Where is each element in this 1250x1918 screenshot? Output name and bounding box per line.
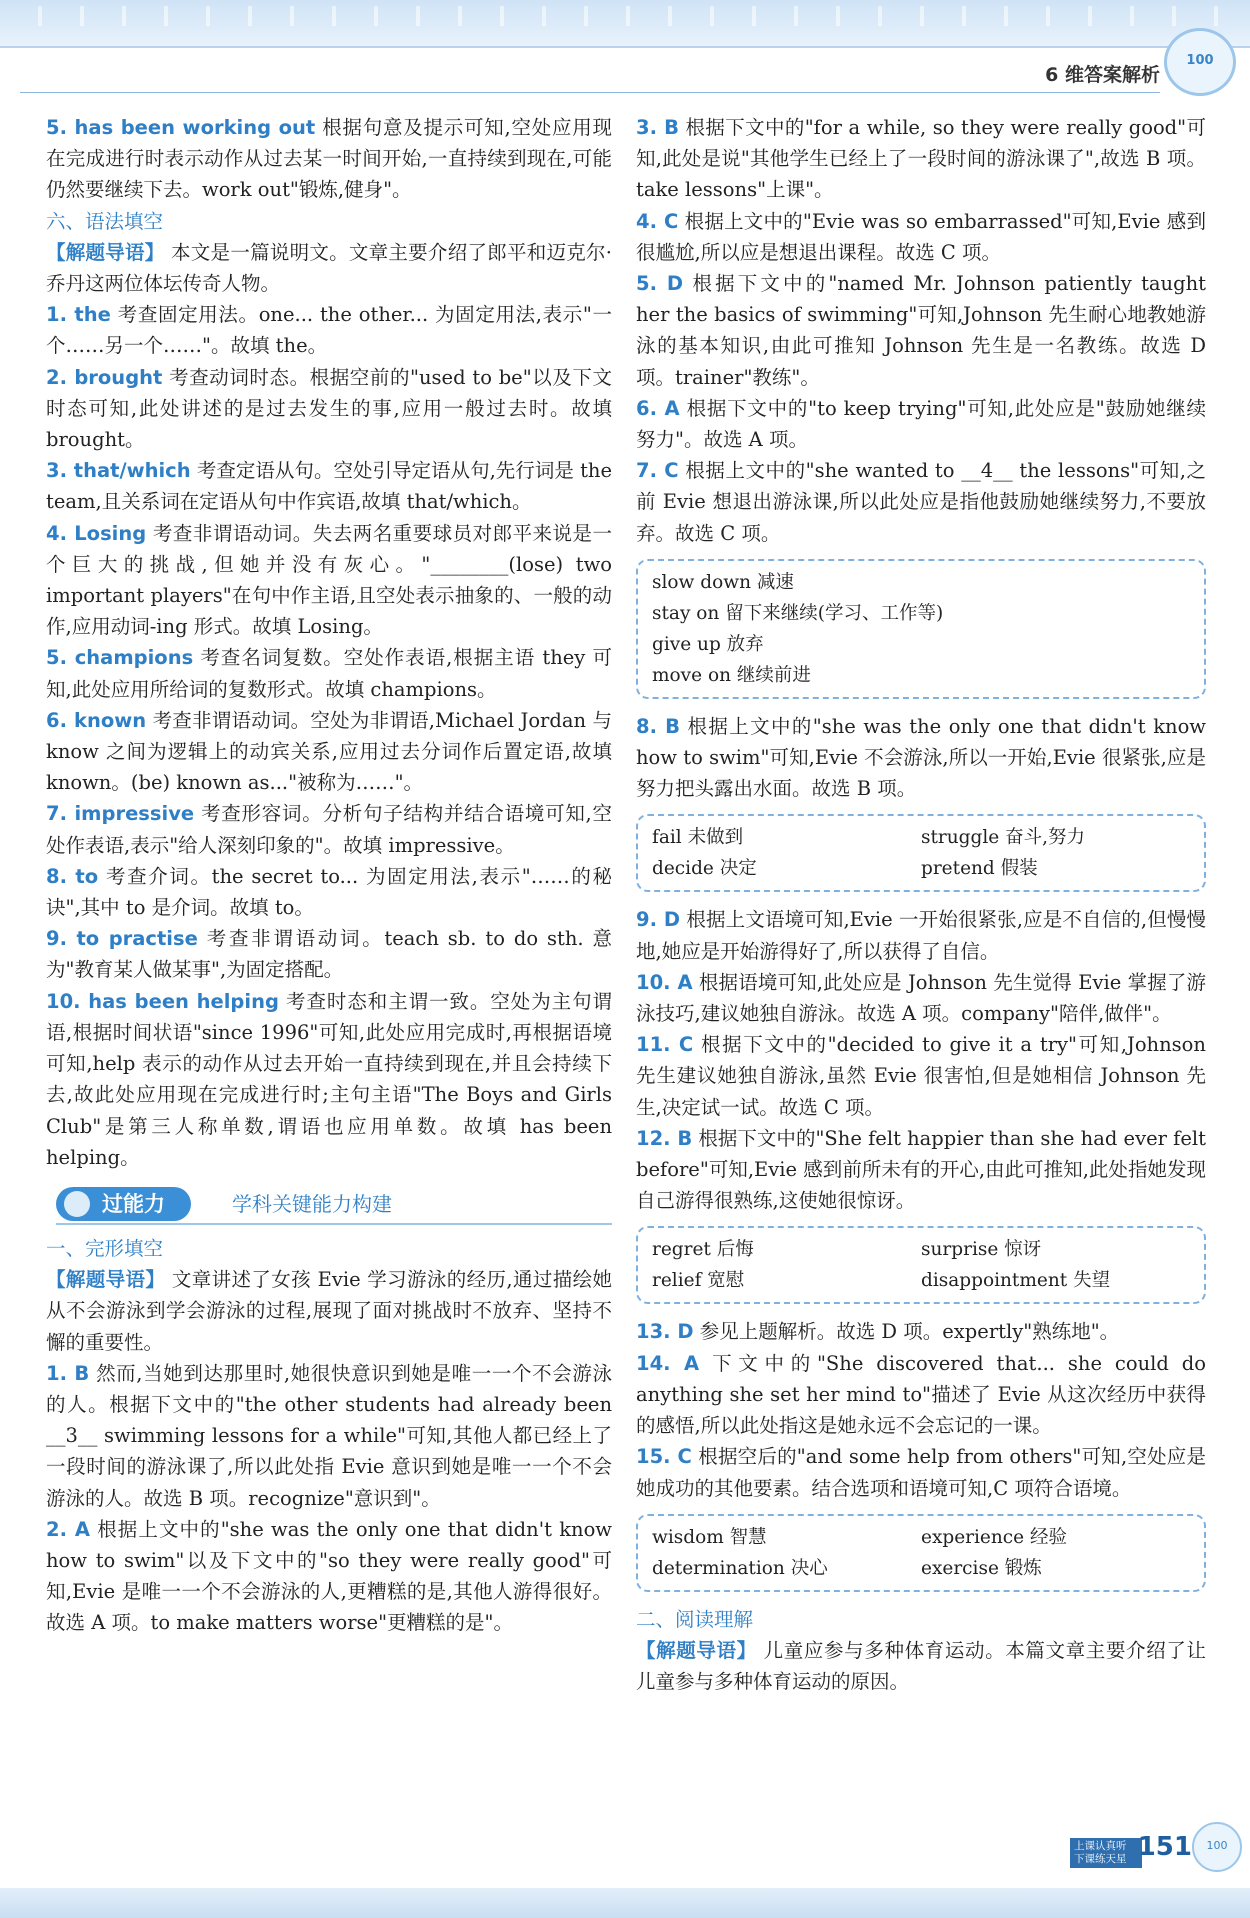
- answer-key: 1. B: [46, 1361, 90, 1385]
- banner-subtitle: 学科关键能力构建: [232, 1191, 392, 1216]
- answer-key: 12. B: [636, 1126, 693, 1150]
- explanation-text: 文章讲述了女孩 Evie 学习游泳的经历,通过描绘她从不会游泳到学会游泳的过程,展现了面对挑战时不放弃、坚持不懈的重要性。: [46, 1268, 612, 1354]
- mascot-badge-icon: 100: [1164, 28, 1236, 96]
- answer-item: [46, 861, 612, 923]
- vocab-entry: move on 继续前进: [652, 664, 811, 686]
- answer-key: 6. A: [636, 396, 680, 420]
- answer-key: 5. D: [636, 272, 684, 296]
- vocab-row: [652, 853, 1190, 884]
- explanation-text: 根据上文中的"she wanted to __4__ the lessons"可知,之前 Evie 想退出游泳课,所以此处应是指他鼓励她继续努力,不要放弃。故选 C 项。: [636, 459, 1206, 545]
- section-heading: 六、语法填空: [46, 209, 164, 233]
- footer-mascot-icon: 100: [1192, 1822, 1242, 1872]
- banner-rule: [56, 1223, 612, 1225]
- answer-item: [46, 798, 612, 860]
- answer-key: 10. A: [636, 970, 693, 994]
- explanation-text: 根据下文中的"named Mr. Johnson patiently taught her the basics of swimming"可知,Johnson 先生耐心地教她游泳的基本知识,由此可推知 Johnson 先生是一名教练。故选 D 项。trainer"教练"。: [636, 272, 1206, 389]
- section-heading: 一、完形填空: [46, 1236, 164, 1260]
- answer-item: [636, 268, 1206, 393]
- guide-paragraph: [46, 237, 612, 299]
- page-number: 151: [1137, 1832, 1192, 1862]
- vocab-row: [652, 660, 1190, 691]
- answer-item: [46, 362, 612, 456]
- answer-item: [636, 112, 1206, 206]
- answer-item: [46, 299, 612, 361]
- section-heading: 二、阅读理解: [636, 1607, 754, 1631]
- explanation-text: 根据上文中的"Evie was so embarrassed"可知,Evie 感到很尴尬,所以应是想退出课程。故选 C 项。: [636, 209, 1206, 264]
- explanation-text: 根据上文中的"she was the only one that didn't know how to swim"以及下文中的"so they were really good"可知,Evie 是唯一一个不会游泳的人,更糟糕的是,其他人游得很好。故选 A 项。to make matters worse"更糟糕的是"。: [46, 1517, 612, 1635]
- vocab-entry: decide 决定: [652, 858, 757, 880]
- vocab-row: [652, 1553, 1190, 1584]
- answer-key: 9. D: [636, 908, 681, 932]
- answer-item: [636, 711, 1206, 805]
- bottom-decoration-band: [0, 1888, 1250, 1918]
- answer-key: 13. D: [636, 1320, 694, 1344]
- guide-label: 【解题导语】: [636, 1638, 757, 1662]
- answer-key: 1. the: [46, 303, 111, 327]
- answer-item: [636, 1029, 1206, 1123]
- section-banner: [46, 1183, 612, 1227]
- answer-key: 4. Losing: [46, 521, 147, 545]
- answer-item: [636, 1123, 1206, 1217]
- answer-item: [636, 1316, 1206, 1347]
- vocab-box: [636, 1514, 1206, 1592]
- vocab-entry: disappointment 失望: [921, 1270, 1111, 1292]
- answer-item: [46, 112, 612, 206]
- answer-item: [636, 455, 1206, 549]
- answer-item: [636, 904, 1206, 966]
- answer-key: 10. has been helping: [46, 989, 279, 1013]
- answer-item: [46, 923, 612, 985]
- explanation-text: 儿童应参与多种体育运动。本篇文章主要介绍了让儿童参与多种体育运动的原因。: [636, 1638, 1206, 1694]
- answer-item: [636, 393, 1206, 455]
- answer-key: 3. B: [636, 116, 679, 139]
- answer-item: [46, 705, 612, 799]
- explanation-text: 根据下文中的"for a while, so they were really good"可知,此处是说"其他学生已经上了一段时间的游泳课了",故选 B 项。take lessons"上课"。: [636, 116, 1206, 202]
- explanation-text: 考查非谓语动词。teach sb. to do sth. 意为"教育某人做某事",为固定搭配。: [46, 927, 613, 982]
- banner-label: 过能力: [56, 1187, 191, 1221]
- vocab-box: [636, 1226, 1206, 1304]
- answer-item: [46, 986, 612, 1173]
- explanation-text: 考查定语从句。空处引导定语从句,先行词是 the team,且关系词在定语从句中作宾语,故填 that/which。: [46, 459, 613, 514]
- explanation-text: 根据下文中的"to keep trying"可知,此处应是"鼓励她继续努力"。故选 A 项。: [636, 396, 1207, 452]
- explanation-text: 考查时态和主谓一致。空处为主句谓语,根据时间状语"since 1996"可知,此处应用完成时,再根据语境可知,help 表示的动作从过去开始一直持续到现在,并且会持续下去,故此处应用现在完成进行时;主句主语"The Boys and Girls Club"是第三人称单数,谓语也应用单数。故填 has been helping。: [46, 989, 613, 1169]
- vocab-entry: experience 经验: [921, 1526, 1067, 1548]
- explanation-text: 本文是一篇说明文。文章主要介绍了郎平和迈克尔·乔丹这两位体坛传奇人物。: [46, 240, 612, 296]
- vocab-entry: surprise 惊讶: [921, 1239, 1042, 1261]
- right-column: [636, 112, 1206, 1697]
- top-decoration-band: [0, 0, 1250, 48]
- vocab-row: [652, 567, 1190, 598]
- explanation-text: 根据句意及提示可知,空处应用现在完成进行时表示动作从过去某一时间开始,一直持续到现在,可能仍然要继续下去。work out"锻炼,健身"。: [46, 116, 612, 202]
- answer-key: 5. has been working out: [46, 116, 316, 139]
- answer-key: 7. C: [636, 459, 679, 483]
- guide-paragraph: [636, 1635, 1206, 1697]
- vocab-row: [652, 629, 1190, 660]
- vocab-entry: exercise 锻炼: [921, 1557, 1042, 1579]
- answer-item: [636, 1441, 1206, 1503]
- answer-key: 9. to practise: [46, 927, 198, 951]
- explanation-text: 考查形容词。分析句子结构并结合语境可知,空处作表语,表示"给人深刻印象的"。故填 impressive。: [46, 802, 612, 857]
- vocab-entry: pretend 假装: [921, 858, 1038, 880]
- explanation-text: 根据语境可知,此处应是 Johnson 先生觉得 Evie 掌握了游泳技巧,建议她独自游泳。故选 A 项。company"陪伴,做伴"。: [636, 970, 1206, 1026]
- explanation-text: 根据空后的"and some help from others"可知,空处应是她成功的其他要素。结合选项和语境可知,C 项符合语境。: [636, 1445, 1206, 1500]
- answer-key: 15. C: [636, 1445, 692, 1469]
- answer-item: [46, 1514, 612, 1639]
- answer-key: 2. brought: [46, 365, 163, 389]
- vocab-row: [652, 822, 1190, 853]
- vocab-entry: fail 未做到: [652, 827, 744, 849]
- explanation-text: 根据下文中的"She felt happier than she had ever felt before"可知,Evie 感到前所未有的开心,由此可推知,此处指她发现自己游得很熟练,这使她很惊讶。: [636, 1126, 1206, 1213]
- explanation-text: 考查名词复数。空处作表语,根据主语 they 可知,此处应用所给词的复数形式。故填 champions。: [46, 646, 613, 701]
- answer-key: 8. B: [636, 714, 680, 738]
- answer-item: [636, 206, 1206, 268]
- answer-key: 8. to: [46, 864, 99, 888]
- answer-key: 6. known: [46, 708, 147, 732]
- vocab-row: [652, 598, 1190, 629]
- answer-item: [636, 1348, 1206, 1442]
- explanation-text: 根据下文中的"decided to give it a try"可知,Johnson 先生建议她独自游泳,虽然 Evie 很害怕,但是她相信 Johnson 先生,决定试一试。故选 C 项。: [636, 1033, 1206, 1119]
- answer-item: [46, 455, 612, 517]
- answer-item: [636, 967, 1206, 1029]
- explanation-text: 然而,当她到达那里时,她很快意识到她是唯一一个不会游泳的人。根据下文中的"the other students had already been __3__ swimming lessons for a while"可知,其他人都已经上了一段时间的游泳课了,所以此处指 Evie 意识到她是唯一一个不会游泳的人。故选 B 项。recognize"意识到"。: [46, 1361, 612, 1510]
- explanation-text: 考查非谓语动词。空处为非谓语,Michael Jordan 与 know 之间为逻辑上的动宾关系,应用过去分词作后置定语,故填 known。(be) known as..."被称为……"。: [46, 708, 612, 795]
- explanation-text: 考查介词。the secret to... 为固定用法,表示"……的秘诀",其中 to 是介词。故填 to。: [46, 864, 612, 920]
- vocab-entry: determination 决心: [652, 1557, 828, 1579]
- answer-key: 14. A: [636, 1351, 700, 1375]
- vocab-entry: give up 放弃: [652, 633, 764, 655]
- vocab-row: [652, 1234, 1190, 1265]
- explanation-text: 考查固定用法。one... the other... 为固定用法,表示"一个……另一个……"。故填 the。: [46, 303, 612, 358]
- vocab-entry: stay on 留下来继续(学习、工作等): [652, 602, 944, 624]
- vocab-entry: wisdom 智慧: [652, 1526, 767, 1548]
- answer-key: 4. C: [636, 209, 679, 233]
- vocab-box: [636, 559, 1206, 699]
- answer-item: [46, 518, 612, 643]
- footer-slogan: 上课认真听 下课练天星: [1070, 1838, 1142, 1868]
- explanation-text: 根据上文语境可知,Evie 一开始很紧张,应是不自信的,但慢慢地,她应是开始游得好了,所以获得了自信。: [636, 908, 1206, 963]
- answer-key: 2. A: [46, 1517, 90, 1541]
- guide-label: 【解题导语】: [46, 240, 165, 264]
- vocab-entry: regret 后悔: [652, 1239, 754, 1261]
- answer-key: 7. impressive: [46, 802, 195, 826]
- left-column: [46, 112, 612, 1639]
- explanation-text: 考查非谓语动词。失去两名重要球员对郎平来说是一个巨大的挑战,但她并没有灰心。"________(lose) two important players"在句中作主语,且空处表示抽象的、一般的动作,应用动词-ing 形式。故填 Losing。: [46, 521, 612, 639]
- explanation-text: 根据上文中的"she was the only one that didn't know how to swim"可知,Evie 不会游泳,所以一开始,Evie 很紧张,应是努力把头露出水面。故选 B 项。: [636, 714, 1206, 801]
- guide-paragraph: [46, 1264, 612, 1358]
- answer-item: [46, 1358, 612, 1514]
- answer-key: 11. C: [636, 1033, 694, 1057]
- answer-key: 3. that/which: [46, 459, 191, 483]
- vocab-row: [652, 1265, 1190, 1296]
- vocab-entry: relief 宽慰: [652, 1270, 745, 1292]
- answer-key: 5. champions: [46, 646, 194, 670]
- vocab-entry: struggle 奋斗,努力: [921, 827, 1085, 849]
- page-header-title: 6 维答案解析: [1045, 64, 1160, 86]
- explanation-text: 考查动词时态。根据空前的"used to be"以及下文时态可知,此处讲述的是过去发生的事,应用一般过去时。故填 brought。: [46, 365, 612, 452]
- vocab-entry: slow down 减速: [652, 571, 794, 593]
- answer-item: [46, 642, 612, 704]
- explanation-text: 参见上题解析。故选 D 项。expertly"熟练地"。: [693, 1320, 1120, 1344]
- vocab-box: [636, 814, 1206, 892]
- vocab-row: [652, 1522, 1190, 1553]
- guide-label: 【解题导语】: [46, 1268, 166, 1292]
- header-divider: [20, 92, 1160, 93]
- explanation-text: 下文中的"She discovered that... she could do anything she set her mind to"描述了 Evie 从这次经历中获得的感悟,所以此处指这是她永远不会忘记的一课。: [636, 1351, 1206, 1438]
